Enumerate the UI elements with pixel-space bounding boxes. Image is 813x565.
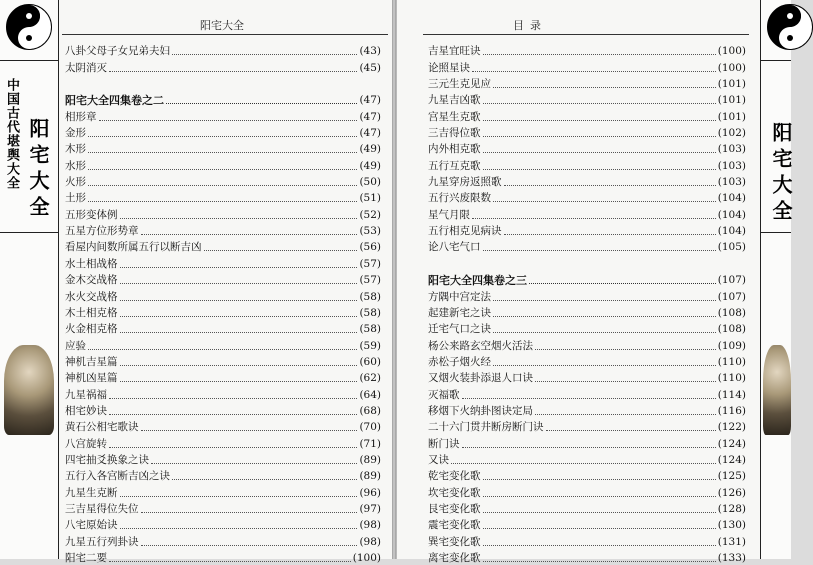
toc-entry <box>428 402 746 418</box>
yin-yang-icon <box>767 4 813 50</box>
toc-entry <box>65 369 381 385</box>
toc-entry-title: 移烟下火纳卦图诀定局 <box>428 404 533 417</box>
dot-leader <box>172 479 357 480</box>
header-rule <box>423 34 749 35</box>
toc-entry-page: (59) <box>359 339 381 352</box>
header-rule <box>62 34 388 35</box>
toc-entry-title: 三吉星得位失位 <box>65 502 139 515</box>
toc-entry <box>428 287 746 303</box>
toc-entry-page: (43) <box>359 45 381 58</box>
toc-entry-page: (58) <box>359 290 381 303</box>
dot-leader <box>493 316 716 317</box>
toc-entry-page: (124) <box>717 437 746 450</box>
toc-entry-title: 火形 <box>65 176 86 189</box>
toc-entry-title: 九星祸福 <box>65 388 107 401</box>
toc-entry-title: 内外相克歌 <box>428 143 481 156</box>
toc-entry-title: 五行入各宫断吉凶之诀 <box>65 470 170 483</box>
toc-entry-page: (53) <box>359 225 381 238</box>
dot-leader <box>88 152 357 153</box>
dot-leader <box>88 201 357 202</box>
book-title: 阳宅大全 <box>26 118 50 222</box>
toc-entry-title: 金形 <box>65 127 86 140</box>
toc-entry <box>65 549 381 565</box>
toc-entry-page: (45) <box>359 61 381 74</box>
toc-entry-title: 土形 <box>65 192 86 205</box>
toc-entry <box>65 140 381 156</box>
toc-spacer <box>65 75 381 91</box>
toc-entry-page: (51) <box>359 192 381 205</box>
toc-entry <box>65 173 381 189</box>
toc-entry <box>65 42 381 58</box>
toc-entry <box>428 173 746 189</box>
toc-entry-title: 金木交战格 <box>65 274 118 287</box>
toc-entry-title: 九星五行列卦诀 <box>65 535 139 548</box>
toc-entry-title: 神机吉星篇 <box>65 355 118 368</box>
toc-entry-title: 震宅变化歌 <box>428 519 481 532</box>
toc-entry <box>428 124 746 140</box>
toc-entry <box>65 124 381 140</box>
toc-entry-page: (52) <box>359 208 381 221</box>
toc-entry-page: (105) <box>717 241 746 254</box>
toc-entry-title: 太阴消灭 <box>65 61 107 74</box>
toc-entry-title: 水形 <box>65 159 86 172</box>
dot-leader <box>120 381 358 382</box>
band-divider-top <box>761 60 791 61</box>
toc-entry <box>65 353 381 369</box>
toc-volume-heading <box>428 271 746 287</box>
toc-entry-page: (71) <box>359 437 381 450</box>
toc-entry-title: 五行互克歌 <box>428 159 481 172</box>
toc-entry <box>65 254 381 270</box>
toc-entry-title: 五星方位形势章 <box>65 225 139 238</box>
dot-leader <box>504 185 716 186</box>
toc-entry-title: 断门诀 <box>428 437 460 450</box>
dot-leader <box>120 496 358 497</box>
toc-entry-title: 阳宅大全四集卷之三 <box>428 274 527 288</box>
dot-leader <box>483 561 716 562</box>
toc-entry-page: (110) <box>717 355 746 368</box>
dot-leader <box>483 496 716 497</box>
deity-statue-image <box>4 345 54 435</box>
band-divider-bottom <box>0 232 58 233</box>
toc-entry-title: 九星生克断 <box>65 486 118 499</box>
dot-leader <box>109 414 357 415</box>
toc-entry <box>428 500 746 516</box>
toc-entry-title: 黄石公相宅歌诀 <box>65 421 139 434</box>
toc-entry <box>65 434 381 450</box>
toc-entry <box>428 336 746 352</box>
right-margin-band <box>760 0 791 559</box>
toc-entry <box>65 418 381 434</box>
toc-entry <box>65 451 381 467</box>
dot-leader <box>99 120 358 121</box>
toc-entry-title: 二十六门贯井断房断门诀 <box>428 421 544 434</box>
dot-leader <box>109 398 357 399</box>
toc-entry-page: (89) <box>359 453 381 466</box>
toc-entry <box>65 467 381 483</box>
toc-entry-page: (103) <box>717 143 746 156</box>
band-divider-top <box>0 60 58 61</box>
toc-entry <box>65 385 381 401</box>
toc-entry-title: 八卦父母子女兄弟夫妇 <box>65 45 170 58</box>
toc-entry-page: (47) <box>359 110 381 123</box>
toc-entry-page: (100) <box>717 45 746 58</box>
toc-entry-page: (102) <box>717 127 746 140</box>
dot-leader <box>472 218 716 219</box>
dot-leader <box>120 300 358 301</box>
yin-yang-icon <box>6 4 52 50</box>
toc-entry <box>428 58 746 74</box>
dot-leader <box>141 430 358 431</box>
toc-entry-page: (58) <box>359 306 381 319</box>
dot-leader <box>109 447 357 448</box>
toc-entry-title: 水土相战格 <box>65 257 118 270</box>
deity-statue-image <box>763 345 791 435</box>
toc-entry <box>65 287 381 303</box>
toc-entry-page: (57) <box>359 257 381 270</box>
toc-entry-page: (60) <box>359 355 381 368</box>
book-title: 阳宅大全 <box>769 122 793 226</box>
toc-entry-title: 相宅妙诀 <box>65 404 107 417</box>
toc-entry-title: 阳宅大全四集卷之二 <box>65 94 164 108</box>
dot-leader <box>493 332 716 333</box>
series-title: 中国古代堪舆大全 <box>4 78 19 190</box>
dot-leader <box>504 234 716 235</box>
toc-entry <box>428 205 746 221</box>
toc-entry-page: (57) <box>359 274 381 287</box>
toc-entry-page: (104) <box>717 208 746 221</box>
dot-leader <box>483 512 716 513</box>
toc-entry <box>428 434 746 450</box>
toc-entry-title: 阳宅二要 <box>65 552 107 564</box>
toc-entry-title: 宫星生克歌 <box>428 110 481 123</box>
toc-entry-page: (109) <box>717 339 746 352</box>
toc-spacer <box>428 254 746 270</box>
toc-entry-title: 八宅原始诀 <box>65 519 118 532</box>
toc-entry <box>65 58 381 74</box>
dot-leader <box>109 561 351 562</box>
toc-entry-page: (103) <box>717 176 746 189</box>
toc-entry <box>65 402 381 418</box>
dot-leader <box>120 316 358 317</box>
toc-entry <box>428 516 746 532</box>
toc-entry-title: 起建新宅之诀 <box>428 306 491 319</box>
left-page <box>0 0 393 564</box>
toc-entry-page: (108) <box>717 306 746 319</box>
dot-leader <box>120 332 358 333</box>
toc-entry-page: (68) <box>359 404 381 417</box>
dot-leader <box>88 349 357 350</box>
dot-leader <box>529 283 716 284</box>
toc-entry-page: (89) <box>359 470 381 483</box>
toc-entry-title: 木形 <box>65 143 86 156</box>
dot-leader <box>483 103 716 104</box>
toc-entry-title: 吉星宜旺诀 <box>428 45 481 58</box>
toc-entry <box>428 353 746 369</box>
dot-leader <box>483 152 716 153</box>
toc-entry-title: 三元生克见应 <box>428 78 491 91</box>
toc-entry-page: (116) <box>717 404 746 417</box>
toc-entry-page: (101) <box>717 94 746 107</box>
toc-entry-page: (50) <box>359 176 381 189</box>
dot-leader <box>462 398 716 399</box>
toc-entry-page: (107) <box>717 290 746 303</box>
toc-entry-page: (97) <box>359 502 381 515</box>
toc-entry-page: (104) <box>717 225 746 238</box>
toc-entry-title: 神机凶星篇 <box>65 372 118 385</box>
toc-volume-heading <box>65 91 381 107</box>
page-header: 目录 <box>513 19 547 32</box>
toc-entry <box>65 532 381 548</box>
dot-leader <box>120 365 358 366</box>
dot-leader <box>141 545 358 546</box>
toc-entry-page: (114) <box>717 388 746 401</box>
dot-leader <box>483 169 716 170</box>
toc-entry <box>428 369 746 385</box>
toc-list-left <box>65 42 381 565</box>
dot-leader <box>120 267 358 268</box>
dot-leader <box>204 250 358 251</box>
toc-entry-page: (70) <box>359 421 381 434</box>
toc-entry <box>428 385 746 401</box>
dot-leader <box>151 463 357 464</box>
toc-entry <box>428 238 746 254</box>
toc-entry <box>428 483 746 499</box>
toc-entry-title: 乾宅变化歌 <box>428 470 481 483</box>
toc-entry <box>65 516 381 532</box>
dot-leader <box>88 185 357 186</box>
dot-leader <box>493 201 716 202</box>
toc-entry-page: (98) <box>359 519 381 532</box>
toc-entry-title: 论八宅气口 <box>428 241 481 254</box>
dot-leader <box>120 218 358 219</box>
toc-entry-page: (49) <box>359 143 381 156</box>
toc-entry-page: (101) <box>717 110 746 123</box>
toc-entry <box>428 140 746 156</box>
toc-entry-page: (100) <box>352 552 381 564</box>
right-page <box>396 0 793 564</box>
toc-entry <box>65 320 381 336</box>
toc-entry <box>428 320 746 336</box>
toc-entry <box>65 500 381 516</box>
toc-entry <box>65 156 381 172</box>
toc-entry-page: (128) <box>717 502 746 515</box>
dot-leader <box>141 512 358 513</box>
toc-entry <box>428 91 746 107</box>
dot-leader <box>535 414 716 415</box>
toc-entry-title: 灭福歌 <box>428 388 460 401</box>
toc-entry <box>65 238 381 254</box>
toc-entry-page: (131) <box>717 535 746 548</box>
left-margin-band <box>0 0 59 559</box>
toc-list-right <box>428 42 746 565</box>
toc-entry-page: (56) <box>359 241 381 254</box>
toc-entry-title: 水火交战格 <box>65 290 118 303</box>
toc-entry-page: (133) <box>717 552 746 564</box>
dot-leader <box>462 447 716 448</box>
toc-entry <box>428 418 746 434</box>
dot-leader <box>483 528 716 529</box>
toc-entry-title: 五行相克见病诀 <box>428 225 502 238</box>
toc-entry <box>65 205 381 221</box>
toc-entry <box>65 271 381 287</box>
toc-entry-page: (122) <box>717 421 746 434</box>
toc-entry-page: (124) <box>717 453 746 466</box>
toc-entry-page: (47) <box>359 127 381 140</box>
toc-entry-page: (103) <box>717 159 746 172</box>
toc-entry <box>428 189 746 205</box>
toc-entry <box>428 532 746 548</box>
toc-entry-page: (108) <box>717 323 746 336</box>
dot-leader <box>546 430 716 431</box>
toc-entry <box>428 75 746 91</box>
toc-entry-title: 火金相克格 <box>65 323 118 336</box>
toc-entry-title: 迁宅气口之诀 <box>428 323 491 336</box>
dot-leader <box>451 463 716 464</box>
toc-entry <box>428 222 746 238</box>
dot-leader <box>141 234 358 235</box>
toc-entry-title: 巽宅变化歌 <box>428 535 481 548</box>
dot-leader <box>493 365 716 366</box>
dot-leader <box>472 71 716 72</box>
toc-entry-title: 坎宅变化歌 <box>428 486 481 499</box>
toc-entry-title: 四宅抽爻换象之诀 <box>65 453 149 466</box>
toc-entry-page: (58) <box>359 323 381 336</box>
toc-entry-page: (101) <box>717 78 746 91</box>
toc-entry <box>65 304 381 320</box>
toc-entry-title: 离宅变化歌 <box>428 552 481 564</box>
toc-entry-page: (64) <box>359 388 381 401</box>
toc-entry-title: 木土相克格 <box>65 306 118 319</box>
toc-entry-title: 应验 <box>65 339 86 352</box>
toc-entry-title: 方隅中宫定法 <box>428 290 491 303</box>
dot-leader <box>493 87 716 88</box>
dot-leader <box>88 136 357 137</box>
dot-leader <box>483 545 716 546</box>
toc-entry-title: 相形章 <box>65 110 97 123</box>
dot-leader <box>120 528 358 529</box>
toc-entry-title: 论照星诀 <box>428 61 470 74</box>
dot-leader <box>483 250 716 251</box>
toc-entry-page: (107) <box>717 274 746 287</box>
toc-entry <box>65 107 381 123</box>
dot-leader <box>166 103 357 104</box>
band-divider-bottom <box>761 232 791 233</box>
toc-entry <box>428 156 746 172</box>
toc-entry-page: (125) <box>717 470 746 483</box>
toc-entry <box>428 107 746 123</box>
toc-entry-title: 杨公来路玄空烟火活法 <box>428 339 533 352</box>
toc-entry-page: (62) <box>359 372 381 385</box>
toc-entry <box>65 336 381 352</box>
toc-entry-title: 九星穿房返照歌 <box>428 176 502 189</box>
dot-leader <box>172 54 357 55</box>
toc-entry-title: 八宫旋转 <box>65 437 107 450</box>
dot-leader <box>535 381 716 382</box>
toc-entry <box>428 467 746 483</box>
dot-leader <box>483 136 716 137</box>
toc-entry-page: (96) <box>359 486 381 499</box>
dot-leader <box>483 54 716 55</box>
toc-entry <box>65 483 381 499</box>
toc-entry <box>428 42 746 58</box>
dot-leader <box>88 169 357 170</box>
page-header: 阳宅大全 <box>200 19 244 32</box>
toc-entry-page: (126) <box>717 486 746 499</box>
toc-entry <box>428 549 746 565</box>
toc-entry <box>65 222 381 238</box>
toc-entry-title: 赤松子烟火经 <box>428 355 491 368</box>
toc-entry-page: (130) <box>717 519 746 532</box>
toc-entry-page: (100) <box>717 61 746 74</box>
dot-leader <box>535 349 716 350</box>
dot-leader <box>483 479 716 480</box>
toc-entry-title: 艮宅变化歌 <box>428 502 481 515</box>
toc-entry <box>428 304 746 320</box>
toc-entry-page: (98) <box>359 535 381 548</box>
dot-leader <box>109 71 357 72</box>
toc-entry-title: 星气月限 <box>428 208 470 221</box>
toc-entry-title: 三吉得位歌 <box>428 127 481 140</box>
toc-entry-title: 五行兴废限数 <box>428 192 491 205</box>
dot-leader <box>493 300 716 301</box>
toc-entry-page: (49) <box>359 159 381 172</box>
toc-entry-title: 看屋内间数所属五行以断吉凶 <box>65 241 202 254</box>
dot-leader <box>483 120 716 121</box>
toc-entry <box>428 451 746 467</box>
toc-entry-title: 九星吉凶歌 <box>428 94 481 107</box>
toc-entry-title: 五形变体例 <box>65 208 118 221</box>
toc-entry-title: 又诀 <box>428 453 449 466</box>
toc-entry <box>65 189 381 205</box>
dot-leader <box>120 283 358 284</box>
toc-entry-page: (104) <box>717 192 746 205</box>
toc-entry-page: (110) <box>717 372 746 385</box>
toc-entry-page: (47) <box>359 94 381 107</box>
toc-entry-title: 又烟火装卦添退人口诀 <box>428 372 533 385</box>
